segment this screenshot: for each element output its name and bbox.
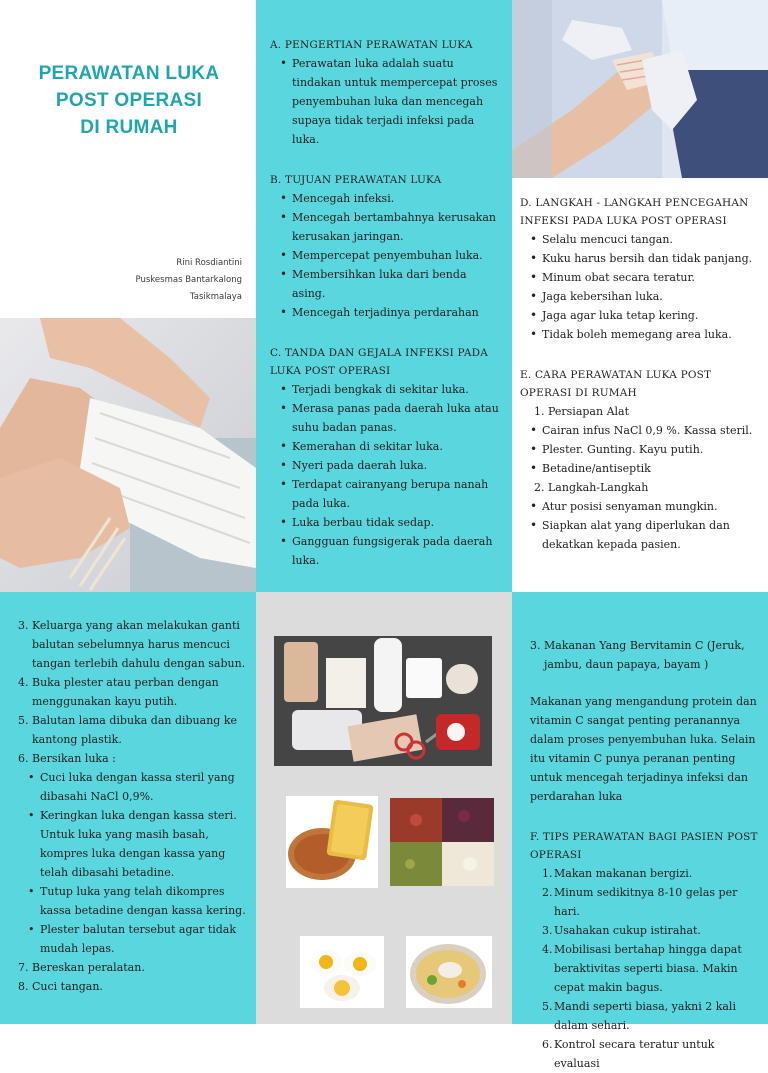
images-panel xyxy=(256,592,512,1024)
list-item: • Mencegah terjadinya perdarahan xyxy=(292,303,500,322)
title-line: POST OPERASI xyxy=(55,90,203,111)
list-item: 4. Buka plester atau perban dengan menggunakan kayu putih. xyxy=(18,676,219,708)
steps-list-end xyxy=(18,958,246,996)
cleaning-sublist xyxy=(18,768,246,958)
section-f-list xyxy=(530,864,758,1073)
list-item: 7. Bereskan peralatan. xyxy=(18,961,145,974)
wound-care-photo-panel xyxy=(512,0,768,178)
author-city: Tasikmalaya xyxy=(189,292,242,302)
section-f-heading: F. TIPS PERAWATAN BAGI PASIEN POST OPERASI xyxy=(530,831,758,861)
list-item: • Plester. Gunting. Kayu putih. xyxy=(542,440,760,459)
list-item: • Kuku harus bersih dan tidak panjang. xyxy=(542,249,760,268)
section-b-list xyxy=(270,189,500,322)
list-item: • Cuci luka dengan kassa steril yang dibasahi NaCl 0,9%. xyxy=(40,768,246,806)
definition-panel xyxy=(256,0,512,592)
cover-panel xyxy=(0,0,256,592)
list-item: • Plester balutan tersebut agar tidak mudah lepas. xyxy=(40,920,246,958)
nutrition-item-3: 3. Makanan Yang Bervitamin C (Jeruk, jambu, daun papaya, bayam ) xyxy=(530,639,745,671)
list-item: 2. Minum sedikitnya 8-10 gelas per hari. xyxy=(542,886,738,918)
tempe-tofu-photo xyxy=(286,796,378,888)
medical-supplies-photo xyxy=(274,636,492,766)
list-item: • Mencegah infeksi. xyxy=(292,189,500,208)
steps-list xyxy=(18,616,246,768)
list-item: • Mempercepat penyembuhan luka. xyxy=(292,246,500,265)
section-c-list xyxy=(270,380,500,570)
section-e-sub1: 1. Persiapan Alat xyxy=(534,405,630,418)
section-e-tools-list xyxy=(520,421,760,478)
list-item: • Mencegah bertambahnya kerusakan kerusakan jaringan. xyxy=(292,208,500,246)
list-item: 1. Makan makanan bergizi. xyxy=(542,867,693,880)
images-collage xyxy=(256,592,512,1024)
section-e-sub2: 2. Langkah-Langkah xyxy=(534,481,649,494)
list-item: 6. Bersikan luka : xyxy=(18,752,116,765)
list-item: • Siapkan alat yang diperlukan dan dekatkan kepada pasien. xyxy=(542,516,760,554)
list-item: • Kemerahan di sekitar luka. xyxy=(292,437,500,456)
section-d-list xyxy=(520,230,760,344)
list-item: • Selalu mencuci tangan. xyxy=(542,230,760,249)
list-item: • Nyeri pada daerah luka. xyxy=(292,456,500,475)
author-org: Puskesmas Bantarkalong xyxy=(135,275,242,285)
section-d-heading: D. LANGKAH - LANGKAH PENCEGAHAN INFEKSI PADA LUKA POST OPERASI xyxy=(520,197,749,227)
list-item: • Jaga kebersihan luka. xyxy=(542,287,760,306)
list-item: • Perawatan luka adalah suatu tindakan untuk mempercepat proses penyembuhan luka dan mencegah supaya tidak terjadi infeksi pada luka. xyxy=(292,54,500,149)
list-item: • Merasa panas pada daerah luka atau suhu badan panas. xyxy=(292,399,500,437)
beans-legumes-photo xyxy=(390,798,494,886)
title-line: PERAWATAN LUKA xyxy=(38,63,220,84)
prevention-panel xyxy=(512,178,768,592)
section-e-heading: E. CARA PERAWATAN LUKA POST OPERASI DI RUMAH xyxy=(520,369,712,399)
list-item: • Jaga agar luka tetap kering. xyxy=(542,306,760,325)
section-c-heading: C. TANDA DAN GEJALA INFEKSI PADA LUKA POST OPERASI xyxy=(270,347,489,377)
list-item: 3. Usahakan cukup istirahat. xyxy=(542,924,701,937)
list-item: • Luka berbau tidak sedap. xyxy=(292,513,500,532)
list-item: • Cairan infus NaCl 0,9 %. Kassa steril. xyxy=(542,421,760,440)
list-item: 8. Cuci tangan. xyxy=(18,980,103,993)
author-block xyxy=(136,255,242,306)
chicken-soup-photo xyxy=(406,936,492,1008)
list-item: • Minum obat secara teratur. xyxy=(542,268,760,287)
brochure-title xyxy=(24,60,234,141)
list-item: • Tutup luka yang telah dikompres kassa betadine dengan kassa kering. xyxy=(40,882,246,920)
list-item: • Terjadi bengkak di sekitar luka. xyxy=(292,380,500,399)
section-a-list xyxy=(270,54,500,149)
boiled-eggs-photo xyxy=(300,936,384,1008)
list-item: • Gangguan fungsigerak pada daerah luka. xyxy=(292,532,500,570)
list-item: 4. Mobilisasi bertahap hingga dapat beraktivitas seperti biasa. Makin cepat makin bagus. xyxy=(542,943,742,994)
list-item: • Membersihkan luka dari benda asing. xyxy=(292,265,500,303)
section-a-heading: A. PENGERTIAN PERAWATAN LUKA xyxy=(270,39,473,51)
list-item: • Betadine/antiseptik xyxy=(542,459,760,478)
bandaged-hand-photo xyxy=(0,318,256,592)
steps-panel xyxy=(0,592,256,1024)
list-item: • Keringkan luka dengan kassa steri. Untuk luka yang masih basah, kompres luka dengan kassa yang telah dibasahi betadine. xyxy=(40,806,246,882)
list-item: • Terdapat cairanyang berupa nanah pada luka. xyxy=(292,475,500,513)
list-item: 5. Balutan lama dibuka dan dibuang ke kantong plastik. xyxy=(18,714,237,746)
list-item: • Atur posisi senyaman mungkin. xyxy=(542,497,760,516)
nutrition-paragraph: Makanan yang mengandung protein dan vitamin C sangat penting peranannya dalam proses penyembuhan luka. Selain itu vitamin C punya peranan penting untuk mencegah terjadinya infeksi dan perdarahan luka xyxy=(530,695,757,803)
title-line: DI RUMAH xyxy=(80,117,178,138)
list-item: 6. Kontrol secara teratur untuk evaluasi xyxy=(542,1038,715,1070)
list-item: 5. Mandi seperti biasa, yakni 2 kali dalam sehari. xyxy=(542,1000,736,1032)
section-e-steps-list xyxy=(520,497,760,554)
list-item: 3. Keluarga yang akan melakukan ganti balutan sebelumnya harus mencuci tangan terlebih dahulu dengan sabun. xyxy=(18,619,246,670)
author-name: Rini Rosdiantini xyxy=(176,258,242,268)
gloved-hands-photo xyxy=(512,0,768,178)
section-b-heading: B. TUJUAN PERAWATAN LUKA xyxy=(270,174,442,186)
list-item: • Tidak boleh memegang area luka. xyxy=(542,325,760,344)
nutrition-tips-panel xyxy=(512,592,768,1070)
